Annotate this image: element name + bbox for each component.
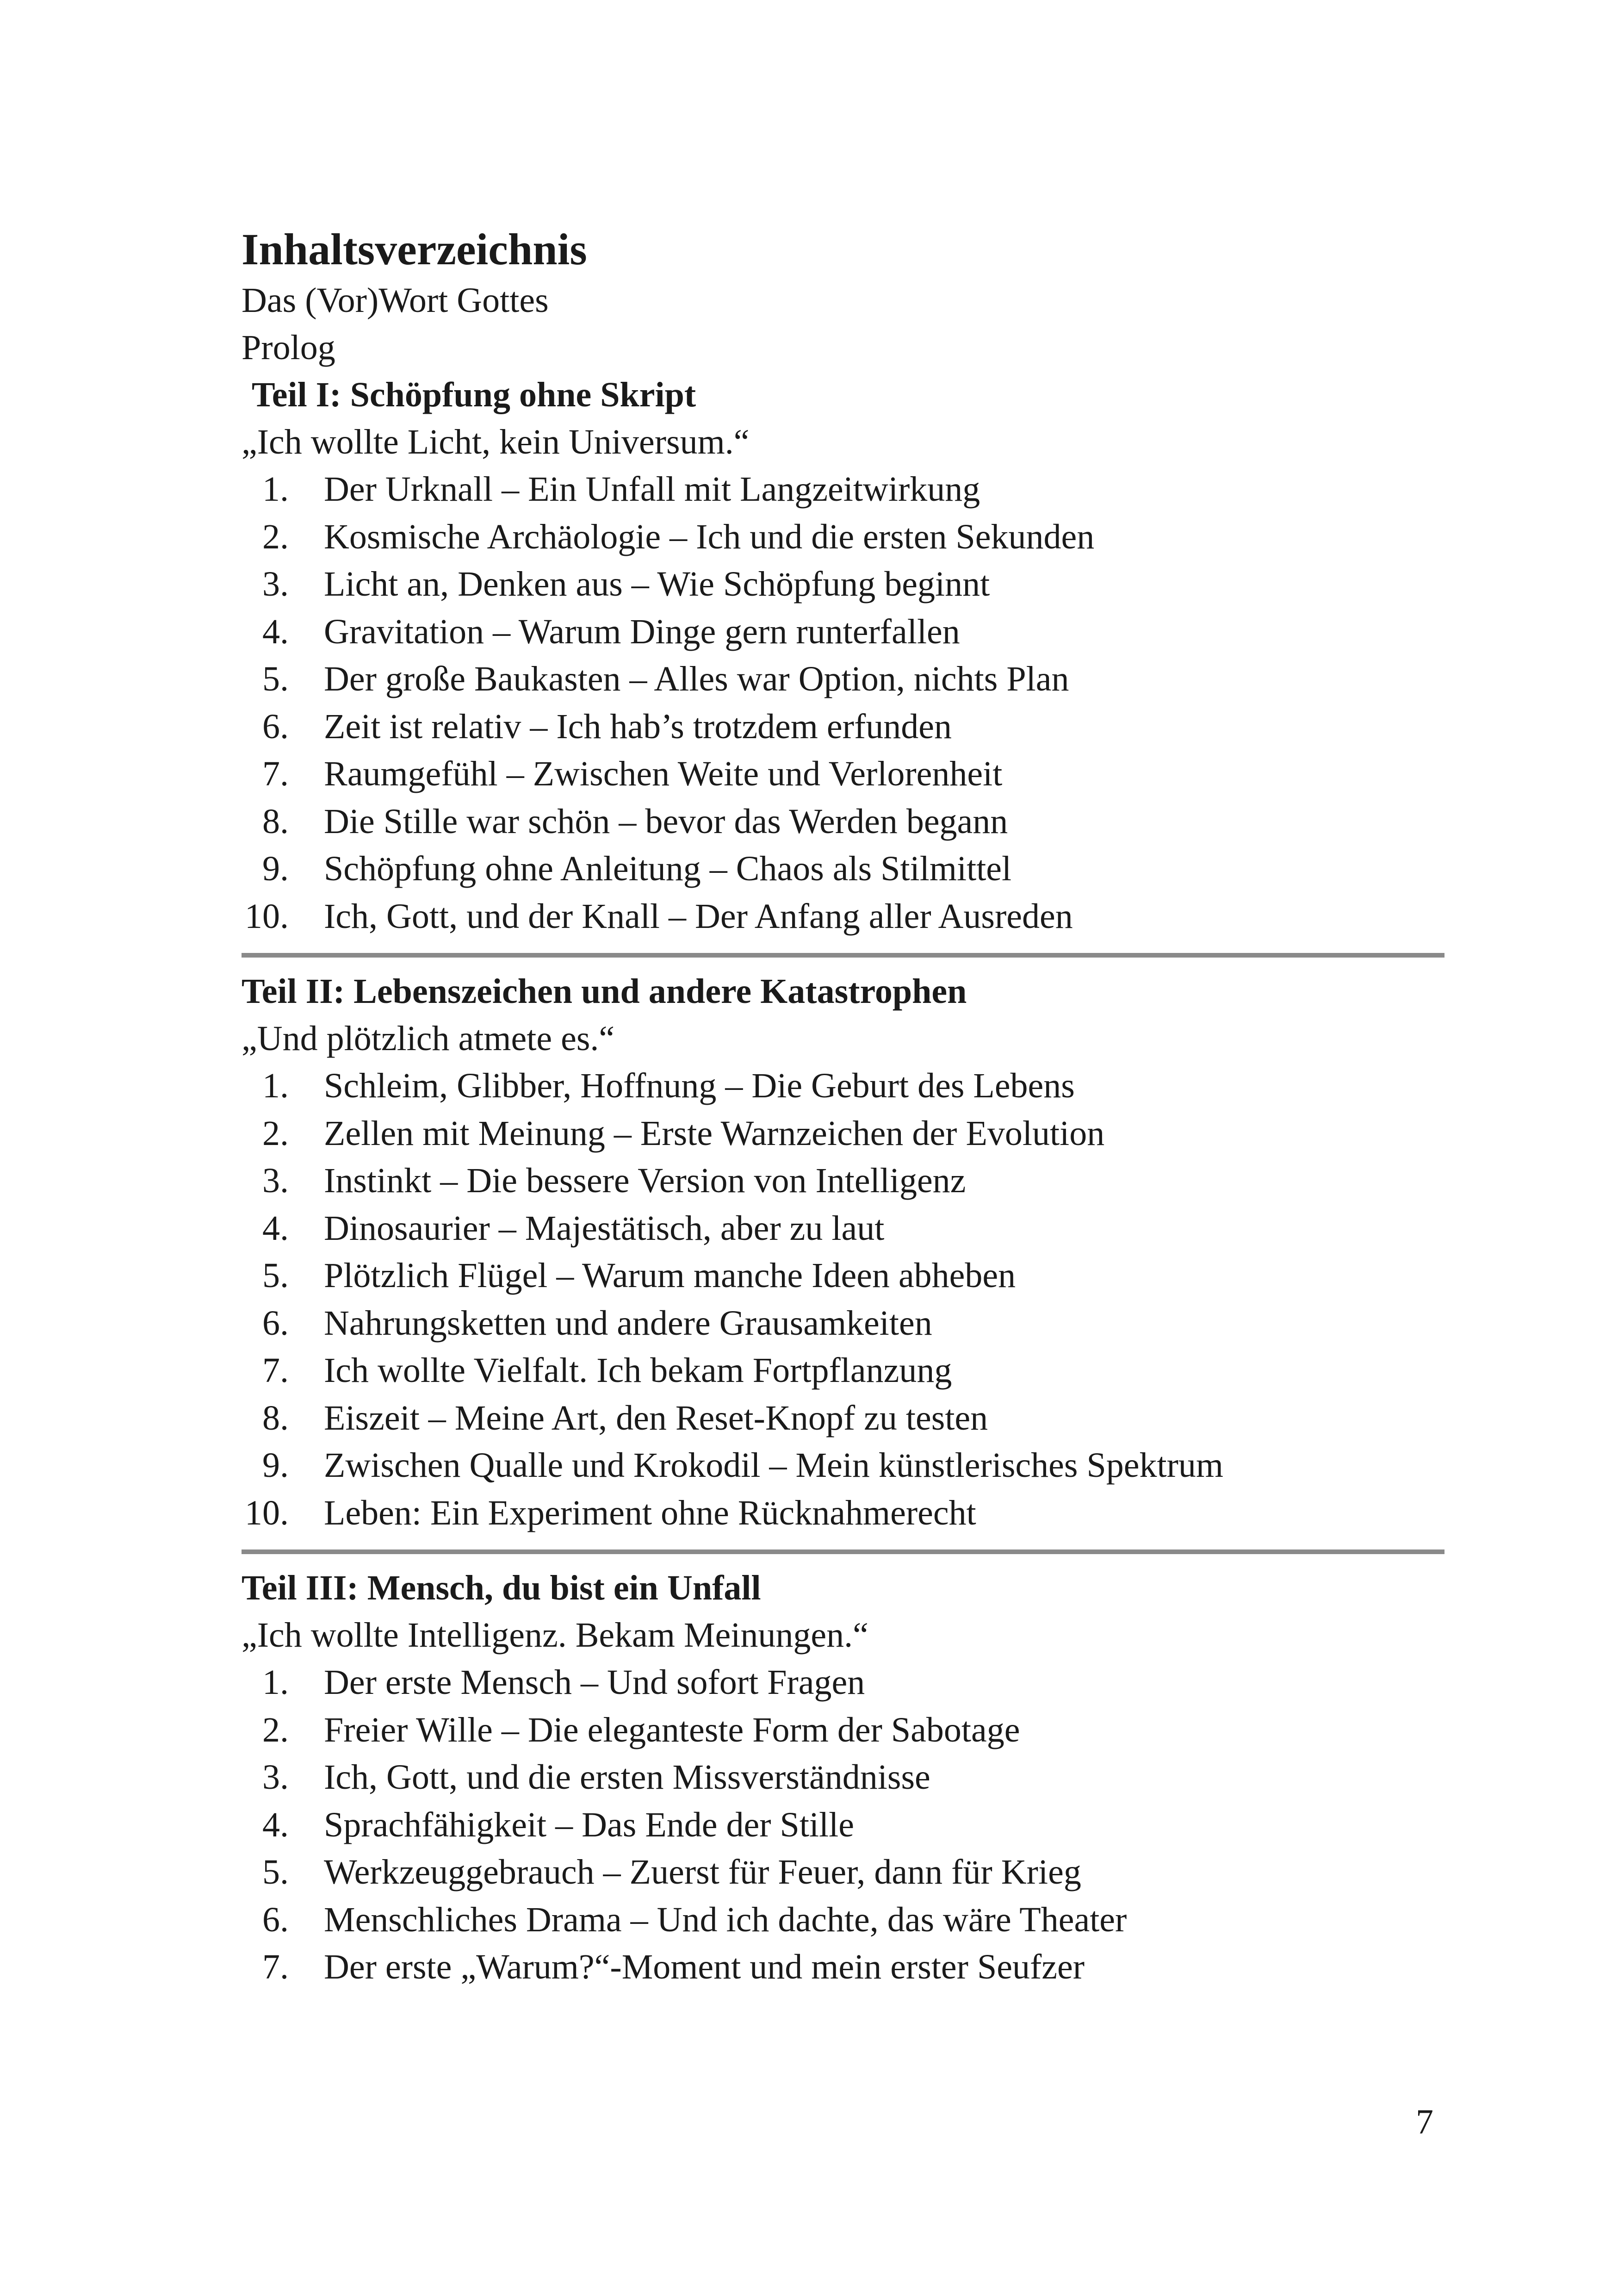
chapter-number: 10. xyxy=(245,1493,289,1532)
chapter-number: 2. xyxy=(262,1114,289,1153)
chapter-entry xyxy=(242,513,1444,561)
chapter-title: Zeit ist relativ – Ich hab’s trotzdem erfunden xyxy=(324,707,952,746)
chapter-number: 7. xyxy=(262,754,289,793)
chapter-number: 1. xyxy=(262,1066,289,1105)
chapter-number: 10. xyxy=(245,896,289,936)
chapter-title: Leben: Ein Experiment ohne Rücknahmerecht xyxy=(324,1493,976,1532)
chapter-number: 3. xyxy=(262,1161,289,1200)
chapter-title: Licht an, Denken aus – Wie Schöpfung beginnt xyxy=(324,565,990,604)
chapter-title: Gravitation – Warum Dinge gern runterfallen xyxy=(324,612,960,651)
chapter-entry xyxy=(242,1706,1444,1754)
part-title: Teil II: Lebenszeichen und andere Katastrophen xyxy=(242,972,967,1011)
chapter-title: Dinosaurier – Majestätisch, aber zu laut xyxy=(324,1208,885,1248)
chapter-entry xyxy=(242,1110,1444,1157)
chapter-title: Ich wollte Vielfalt. Ich bekam Fortpflanzung xyxy=(324,1351,952,1390)
chapter-number: 7. xyxy=(262,1351,289,1390)
chapter-title: Raumgefühl – Zwischen Weite und Verlorenheit xyxy=(324,754,1003,793)
chapter-entry xyxy=(242,1157,1444,1205)
chapter-entry xyxy=(242,1347,1444,1394)
chapter-title: Der erste Mensch – Und sofort Fragen xyxy=(324,1663,865,1702)
chapter-number: 2. xyxy=(262,1710,289,1749)
chapter-title: Zwischen Qualle und Krokodil – Mein künstlerisches Spektrum xyxy=(324,1446,1224,1485)
part-2 xyxy=(242,968,1444,1537)
chapter-number: 2. xyxy=(262,517,289,556)
chapter-entry xyxy=(242,893,1444,940)
chapter-entry xyxy=(242,608,1444,656)
chapter-number: 6. xyxy=(262,1303,289,1343)
chapter-entry xyxy=(242,1754,1444,1801)
section-divider xyxy=(242,1549,1444,1554)
chapter-number: 5. xyxy=(262,660,289,698)
chapter-number: 3. xyxy=(262,565,289,604)
chapter-entry xyxy=(242,1394,1444,1442)
toc-heading: Inhaltsverzeichnis xyxy=(242,224,587,274)
section-divider xyxy=(242,953,1444,958)
chapter-title: Der Urknall – Ein Unfall mit Langzeitwirkung xyxy=(324,470,980,509)
chapter-title: Sprachfähigkeit – Das Ende der Stille xyxy=(324,1805,855,1844)
chapter-number: 5. xyxy=(262,1853,289,1892)
chapter-entry xyxy=(242,750,1444,798)
chapter-entry xyxy=(242,845,1444,893)
chapter-number: 6. xyxy=(262,1900,289,1939)
front-matter-foreword: Das (Vor)Wort Gottes xyxy=(242,281,549,320)
chapter-number: 9. xyxy=(262,849,289,888)
chapter-entry xyxy=(242,1489,1444,1537)
chapter-number: 1. xyxy=(262,470,289,509)
chapter-title: Ich, Gott, und die ersten Missverständnisse xyxy=(324,1758,930,1797)
part-1 xyxy=(242,371,1444,940)
chapter-title: Plötzlich Flügel – Warum manche Ideen abheben xyxy=(324,1256,1016,1295)
part-quote: „Ich wollte Intelligenz. Bekam Meinungen.“ xyxy=(242,1616,868,1655)
chapter-title: Zellen mit Meinung – Erste Warnzeichen der Evolution xyxy=(324,1114,1105,1153)
chapter-entry xyxy=(242,1300,1444,1347)
chapter-number: 4. xyxy=(262,1805,289,1844)
chapter-list xyxy=(242,1062,1444,1537)
chapter-number: 9. xyxy=(262,1446,289,1485)
part-title: Teil I: Schöpfung ohne Skript xyxy=(252,375,696,414)
chapter-list xyxy=(242,1659,1444,1991)
chapter-number: 8. xyxy=(262,1398,289,1437)
part-title: Teil III: Mensch, du bist ein Unfall xyxy=(242,1568,761,1607)
chapter-entry xyxy=(242,1943,1444,1991)
chapter-title: Eiszeit – Meine Art, den Reset-Knopf zu testen xyxy=(324,1398,988,1437)
chapter-entry xyxy=(242,560,1444,608)
chapter-title: Menschliches Drama – Und ich dachte, das wäre Theater xyxy=(324,1900,1127,1939)
chapter-title: Kosmische Archäologie – Ich und die ersten Sekunden xyxy=(324,517,1095,556)
chapter-entry xyxy=(242,1659,1444,1706)
chapter-entry xyxy=(242,1252,1444,1300)
chapter-number: 4. xyxy=(262,612,289,651)
chapter-title: Schöpfung ohne Anleitung – Chaos als Stilmittel xyxy=(324,849,1012,888)
part-quote: „Ich wollte Licht, kein Universum.“ xyxy=(242,423,750,461)
chapter-title: Der große Baukasten – Alles war Option, nichts Plan xyxy=(324,660,1069,698)
chapter-number: 5. xyxy=(262,1256,289,1295)
chapter-entry xyxy=(242,1848,1444,1896)
chapter-number: 1. xyxy=(262,1663,289,1702)
chapter-title: Ich, Gott, und der Knall – Der Anfang aller Ausreden xyxy=(324,896,1073,936)
chapter-entry xyxy=(242,1205,1444,1252)
chapter-number: 8. xyxy=(262,802,289,841)
chapter-entry xyxy=(242,1442,1444,1489)
chapter-title: Die Stille war schön – bevor das Werden begann xyxy=(324,802,1008,841)
chapter-list xyxy=(242,466,1444,940)
chapter-number: 4. xyxy=(262,1208,289,1248)
front-matter-prologue: Prolog xyxy=(242,328,335,367)
chapter-number: 3. xyxy=(262,1758,289,1797)
chapter-title: Instinkt – Die bessere Version von Intelligenz xyxy=(324,1161,966,1200)
chapter-number: 7. xyxy=(262,1948,289,1986)
chapter-entry xyxy=(242,655,1444,703)
part-quote: „Und plötzlich atmete es.“ xyxy=(242,1019,615,1058)
page-number: 7 xyxy=(1416,2103,1433,2141)
chapter-title: Nahrungsketten und andere Grausamkeiten xyxy=(324,1303,932,1343)
chapter-entry xyxy=(242,1062,1444,1110)
chapter-title: Schleim, Glibber, Hoffnung – Die Geburt des Lebens xyxy=(324,1066,1075,1105)
chapter-title: Freier Wille – Die eleganteste Form der Sabotage xyxy=(324,1710,1020,1749)
part-3 xyxy=(242,1564,1444,1991)
chapter-entry xyxy=(242,466,1444,513)
chapter-title: Werkzeuggebrauch – Zuerst für Feuer, dann für Krieg xyxy=(324,1853,1081,1892)
table-of-contents xyxy=(242,222,1444,1991)
chapter-number: 6. xyxy=(262,707,289,746)
chapter-entry xyxy=(242,1896,1444,1944)
chapter-entry xyxy=(242,703,1444,751)
chapter-title: Der erste „Warum?“-Moment und mein erster Seufzer xyxy=(324,1948,1085,1986)
chapter-entry xyxy=(242,1801,1444,1849)
chapter-entry xyxy=(242,798,1444,846)
